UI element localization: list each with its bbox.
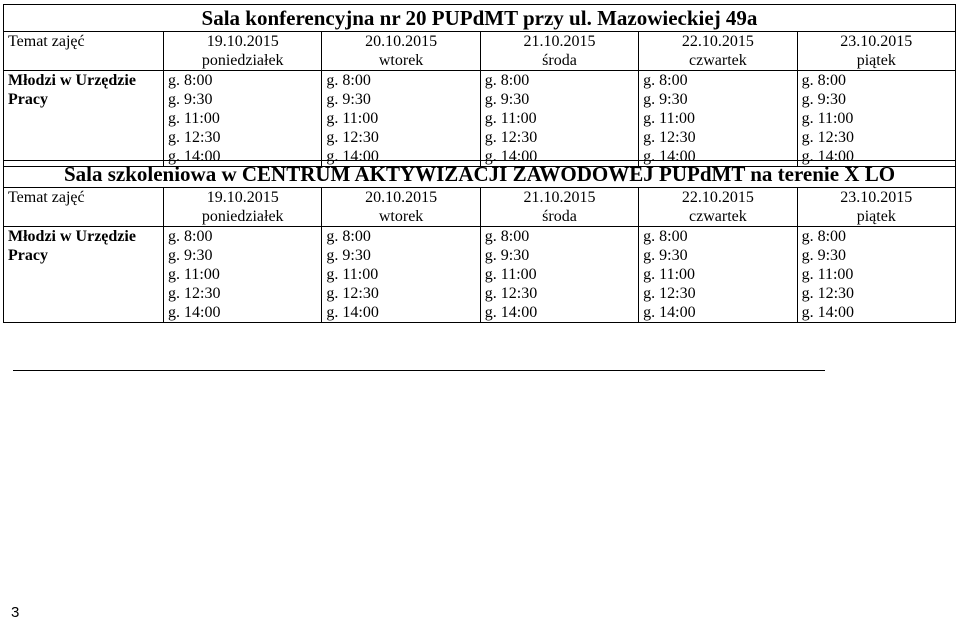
time-slot: g. 12:30	[168, 129, 221, 146]
table-row	[4, 71, 956, 167]
time-slot: g. 11:00	[801, 266, 854, 283]
time-slot: g. 14:00	[168, 304, 221, 321]
time-slot: g. 12:30	[801, 285, 855, 302]
time-slot: g. 11:00	[484, 110, 537, 127]
group-label: Młodzi w Urzędzie Pracy	[4, 227, 164, 323]
time-slot: g. 14:00	[801, 148, 855, 165]
day-header	[639, 32, 797, 71]
time-slot: g. 14:00	[643, 148, 696, 165]
day-header	[639, 188, 797, 227]
time-slot: g. 9:30	[168, 247, 213, 264]
weekday: wtorek	[378, 208, 424, 225]
weekday: czwartek	[689, 208, 747, 225]
time-slot: g. 8:00	[801, 72, 847, 89]
time-slot: g. 14:00	[326, 148, 379, 165]
time-slot: g. 8:00	[643, 72, 688, 89]
date: 20.10.2015	[365, 33, 438, 50]
day-header	[322, 32, 480, 71]
weekday: poniedziałek	[201, 208, 284, 225]
time-slot: g. 12:30	[801, 129, 855, 146]
date: 23.10.2015	[840, 189, 913, 206]
time-slot: g. 8:00	[326, 72, 371, 89]
time-slot: g. 8:00	[168, 228, 213, 245]
page-number: 3	[11, 604, 20, 621]
time-slot: g. 11:00	[484, 266, 537, 283]
section-title: Sala konferencyjna nr 20 PUPdMT przy ul. Mazowieckiej 49a	[4, 5, 956, 32]
time-slots	[797, 227, 955, 323]
time-slot: g. 14:00	[326, 304, 379, 321]
time-slot: g. 8:00	[484, 72, 530, 89]
weekday: piątek	[856, 208, 896, 225]
time-slot: g. 12:30	[326, 285, 379, 302]
time-slot: g. 9:30	[484, 91, 530, 108]
time-slots	[639, 71, 797, 167]
weekday: środa	[542, 52, 577, 69]
time-slot: g. 11:00	[643, 266, 696, 283]
date: 19.10.2015	[206, 189, 279, 206]
time-slot: g. 11:00	[801, 110, 854, 127]
time-slot: g. 9:30	[643, 247, 688, 264]
section-title: Sala szkoleniowa w CENTRUM AKTYWIZACJI ZAWODOWEJ PUPdMT na terenie X LO	[4, 161, 956, 188]
time-slot: g. 14:00	[168, 148, 221, 165]
weekday: środa	[542, 208, 577, 225]
day-header	[322, 188, 480, 227]
date-header-row	[4, 32, 956, 71]
time-slot: g. 12:30	[326, 129, 379, 146]
table-title-row	[4, 5, 956, 32]
time-slots	[322, 227, 480, 323]
day-header	[480, 32, 638, 71]
date: 23.10.2015	[840, 33, 913, 50]
time-slot: g. 8:00	[801, 228, 847, 245]
time-slots	[480, 227, 638, 323]
topic-header: Temat zajęć	[4, 32, 164, 71]
table-title-row	[4, 161, 956, 188]
time-slot: g. 14:00	[643, 304, 696, 321]
time-slot: g. 8:00	[168, 72, 213, 89]
time-slot: g. 11:00	[168, 266, 220, 283]
time-slot: g. 14:00	[484, 304, 538, 321]
time-slot: g. 9:30	[484, 247, 530, 264]
time-slot: g. 9:30	[326, 247, 371, 264]
weekday: czwartek	[689, 52, 747, 69]
group-label: Młodzi w Urzędzie Pracy	[4, 71, 164, 167]
time-slot: g. 9:30	[801, 91, 847, 108]
weekday: wtorek	[378, 52, 424, 69]
time-slot: g. 12:30	[484, 129, 538, 146]
schedule-table-training-room	[3, 160, 956, 323]
time-slot: g. 9:30	[801, 247, 847, 264]
time-slot: g. 14:00	[484, 148, 538, 165]
date-header-row	[4, 188, 956, 227]
time-slot: g. 9:30	[168, 91, 213, 108]
date: 22.10.2015	[681, 33, 754, 50]
time-slot: g. 12:30	[643, 285, 696, 302]
day-header	[164, 32, 322, 71]
time-slot: g. 11:00	[326, 110, 379, 127]
time-slot: g. 8:00	[326, 228, 371, 245]
time-slot: g. 11:00	[643, 110, 696, 127]
date: 19.10.2015	[206, 33, 279, 50]
weekday: poniedziałek	[201, 52, 284, 69]
time-slot: g. 8:00	[484, 228, 530, 245]
date: 21.10.2015	[523, 189, 596, 206]
day-header	[480, 188, 638, 227]
time-slot: g. 8:00	[643, 228, 688, 245]
date: 21.10.2015	[523, 33, 596, 50]
time-slot: g. 12:30	[643, 129, 696, 146]
time-slots	[164, 227, 322, 323]
topic-header: Temat zajęć	[4, 188, 164, 227]
time-slots	[797, 71, 955, 167]
time-slots	[639, 227, 797, 323]
time-slot: g. 11:00	[168, 110, 220, 127]
date: 20.10.2015	[365, 189, 438, 206]
time-slot: g. 14:00	[801, 304, 855, 321]
time-slot: g. 12:30	[168, 285, 221, 302]
day-header	[797, 188, 955, 227]
time-slot: g. 12:30	[484, 285, 538, 302]
day-header	[164, 188, 322, 227]
time-slots	[480, 71, 638, 167]
schedule-table-conference-room	[3, 4, 956, 167]
time-slot: g. 11:00	[326, 266, 379, 283]
date: 22.10.2015	[681, 189, 754, 206]
time-slots	[164, 71, 322, 167]
time-slot: g. 9:30	[326, 91, 371, 108]
time-slots	[322, 71, 480, 167]
time-slot: g. 9:30	[643, 91, 688, 108]
table-row	[4, 227, 956, 323]
horizontal-rule	[13, 370, 825, 371]
day-header	[797, 32, 955, 71]
weekday: piątek	[856, 52, 896, 69]
